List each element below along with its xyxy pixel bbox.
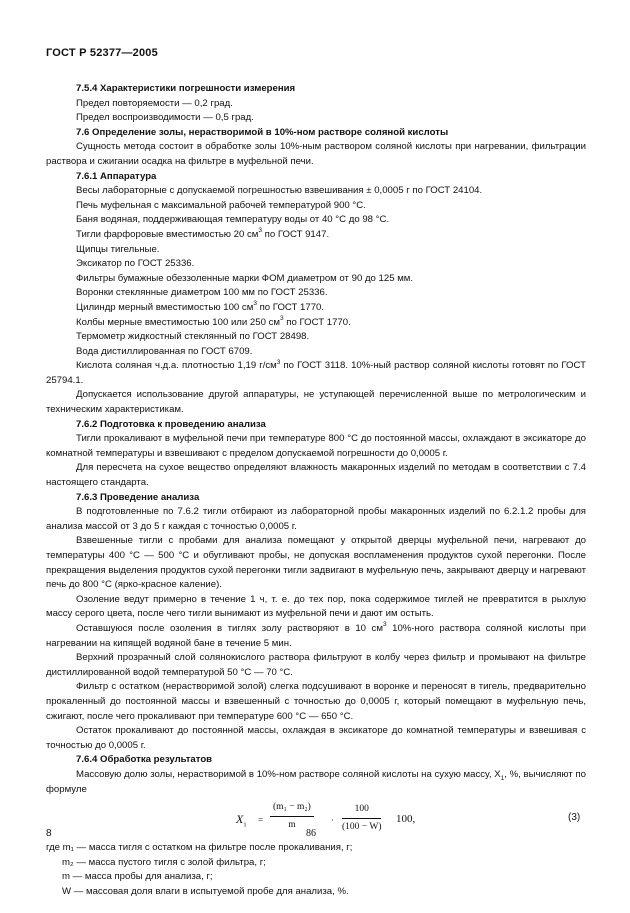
list-item: Весы лабораторные с допускаемой погрешностью взвешивания ± 0,0005 г по ГОСТ 24104.	[76, 185, 483, 197]
section-heading-7-5-4: 7.5.4 Характеристики погрешности измерения	[76, 83, 296, 94]
formula-3	[46, 799, 586, 837]
where-item: W — массовая доля влаги в испытуемой пробе для анализа, %.	[62, 885, 349, 897]
list-item	[46, 228, 586, 243]
paragraph: Остаток прокаливают до постоянной массы, охлаждая в эксикаторе до комнатной температуры и взвешивая с точностью до 0,0005 г.	[46, 725, 586, 751]
list-item: Фильтры бумажные обеззоленные марки ФОМ диаметром от 90 до 125 мм.	[76, 272, 414, 284]
list-item-text: Цилиндр мерный вместимостью 100 см	[76, 301, 254, 313]
paragraph: Фильтр с остатком (нерастворимой золой) слегка подсушивают в воронке и переносят в тигель, предварительно прокаленный до постоянной массы и взвешенный с точностью до 0,0005 г, который помещают в муфельную печь, сжигают, после чего прокаливают при температуре 600 °С — 650 °С.	[46, 681, 586, 722]
where-item: m₂ — масса пустого тигля с золой фильтра, г;	[62, 856, 266, 868]
section-heading-7-6-4: 7.6.4 Обработка результатов	[76, 754, 213, 766]
paragraph-text: , %, вычисляют по формуле	[46, 768, 586, 795]
paragraph: Тигли прокаливают в муфельной печи при температуре 800 °С до постоянной массы, охлаждают в эксикаторе до комнатной температуры и взвешивают с пределом допускаемой погрешности до 0,0005 г.	[46, 433, 586, 459]
paragraph: В подготовленные по 7.6.2 тигли отбирают из лабораторной пробы макаронных изделий по 6.2.1.2 пробы для анализа массой от 3 до 5 г каждая с точностью 0,0005 г.	[46, 506, 586, 532]
list-item: Воронки стеклянные диаметром 100 мм по ГОСТ 25336.	[76, 287, 328, 299]
paragraph	[46, 768, 586, 797]
formula-denominator: (100 − W)	[342, 821, 382, 832]
paragraph: Взвешенные тигли с пробами для анализа помещают у открытой дверцы муфельной печи, нагревают до температуры 400 °С — 500 °С и обугливают пробы, не допуская воспламенения продуктов сухой перегонки. После прекращения выделения продуктов сухой перегонки тигли задвигают в муфельную печь, закрывают дверцу и нагревают печь до 800 °С (ярко-красное каление).	[46, 535, 586, 591]
where-item: где m₁ — масса тигля с остатком на фильтре после прокаливания, г;	[46, 842, 353, 854]
where-item: m — масса пробы для анализа, г;	[62, 871, 213, 883]
paragraph	[46, 622, 586, 651]
list-item-text: Тигли фарфоровые вместимостью 20 см	[76, 228, 259, 240]
superscript: 3	[280, 314, 284, 322]
paragraph: Верхний прозрачный слой солянокислого раствора фильтруют в колбу через фильтр и промывают на фильтре дистиллированной водой температурой 50 °С — 70 °С.	[46, 652, 586, 678]
section-heading-7-6-2: 7.6.2 Подготовка к проведению анализа	[76, 418, 266, 430]
list-item-text: по ГОСТ 9147.	[261, 228, 330, 240]
sheet-number: 86	[306, 828, 316, 839]
formula-numerator: 100	[342, 802, 381, 819]
list-item	[46, 301, 586, 316]
formula-lhs	[236, 812, 247, 827]
list-item	[46, 316, 586, 331]
paragraph: Для пересчета на сухое вещество определяют влажность макаронных изделий по методам в соответствии с 7.4 настоящего стандарта.	[46, 462, 586, 489]
superscript: 3	[382, 621, 387, 629]
list-item-text: по ГОСТ 3118. 10%-ный раствор соляной кислоты готовят по ГОСТ 25794.1.	[46, 360, 586, 386]
list-item: Эксикатор по ГОСТ 25336.	[76, 258, 195, 270]
formula-variable: X	[236, 812, 244, 827]
list-item-text: по ГОСТ 1770.	[256, 301, 325, 313]
paragraph: Сущность метода состоит в обработке золы 10%-ным раствором соляной кислоты при нагревании, фильтрации раствора и сжигании осадка на фильтре в муфельной печи.	[46, 141, 586, 167]
paragraph: Допускается использование другой аппаратуры, не уступающей перечисленной выше по метрологическим и техническим характеристикам.	[46, 389, 586, 416]
paragraph-text: 10%-ного раствора соляной кислоты при нагревании на кипящей водяной бане в течение 5 мин.	[46, 622, 586, 649]
list-item: Термометр жидкостный стеклянный по ГОСТ 28498.	[76, 331, 310, 343]
superscript: 3	[276, 358, 281, 366]
formula-dot: ·	[331, 815, 334, 826]
paragraph-text: Массовую долю золы, нерастворимой в 10%-ном растворе соляной кислоты на сухую массу, X	[76, 768, 501, 780]
list-item: Вода дистиллированная по ГОСТ 6709.	[76, 345, 253, 357]
section-heading-7-6-1: 7.6.1 Аппаратура	[76, 170, 157, 182]
paragraph: Озоление ведут примерно в течение 1 ч, т. е. до тех пор, пока содержимое тиглей не превратится в рыхлую массу серого цвета, после чего тигли вынимают из муфельной печи и дают им остыть.	[46, 593, 586, 620]
section-heading-7-6-3: 7.6.3 Проведение анализа	[76, 491, 200, 503]
list-item-text: по ГОСТ 1770.	[283, 316, 351, 328]
superscript: 3	[258, 227, 262, 235]
formula-number: (3)	[568, 812, 581, 824]
formula-fraction-2	[342, 802, 381, 834]
formula-subscript: 1	[243, 821, 247, 829]
document-body	[46, 82, 586, 899]
formula-equals: =	[258, 815, 264, 826]
formula-multiplier: 100,	[396, 813, 416, 826]
formula-numerator: (m₁ − m₂)	[270, 800, 314, 817]
document-code: ГОСТ Р 52377—2005	[46, 47, 158, 59]
list-item: Печь муфельная с максимальной рабочей температурой 900 °С.	[76, 199, 366, 211]
list-item: Щипцы тигельные.	[76, 243, 160, 255]
list-item	[46, 359, 586, 388]
paragraph: Предел воспроизводимости — 0,5 град.	[76, 112, 254, 124]
subscript: 1	[500, 774, 505, 782]
superscript: 3	[253, 300, 257, 308]
list-item-text: Колбы мерные вместимостью 100 или 250 см	[76, 316, 280, 328]
paragraph-text: Оставшуюся после озоления в тиглях золу растворяют в 10 см	[76, 622, 383, 634]
list-item-text: Кислота соляная ч.д.а. плотностью 1,19 г/см	[76, 360, 277, 372]
formula-denominator: m	[288, 819, 296, 830]
paragraph: Предел повторяемости — 0,2 град.	[76, 97, 233, 109]
section-heading-7-6: 7.6 Определение золы, нерастворимой в 10%-ном растворе соляной кислоты	[76, 126, 449, 138]
page-number: 8	[46, 828, 52, 839]
list-item: Баня водяная, поддерживающая температуру воды от 40 °С до 98 °С.	[76, 214, 390, 226]
